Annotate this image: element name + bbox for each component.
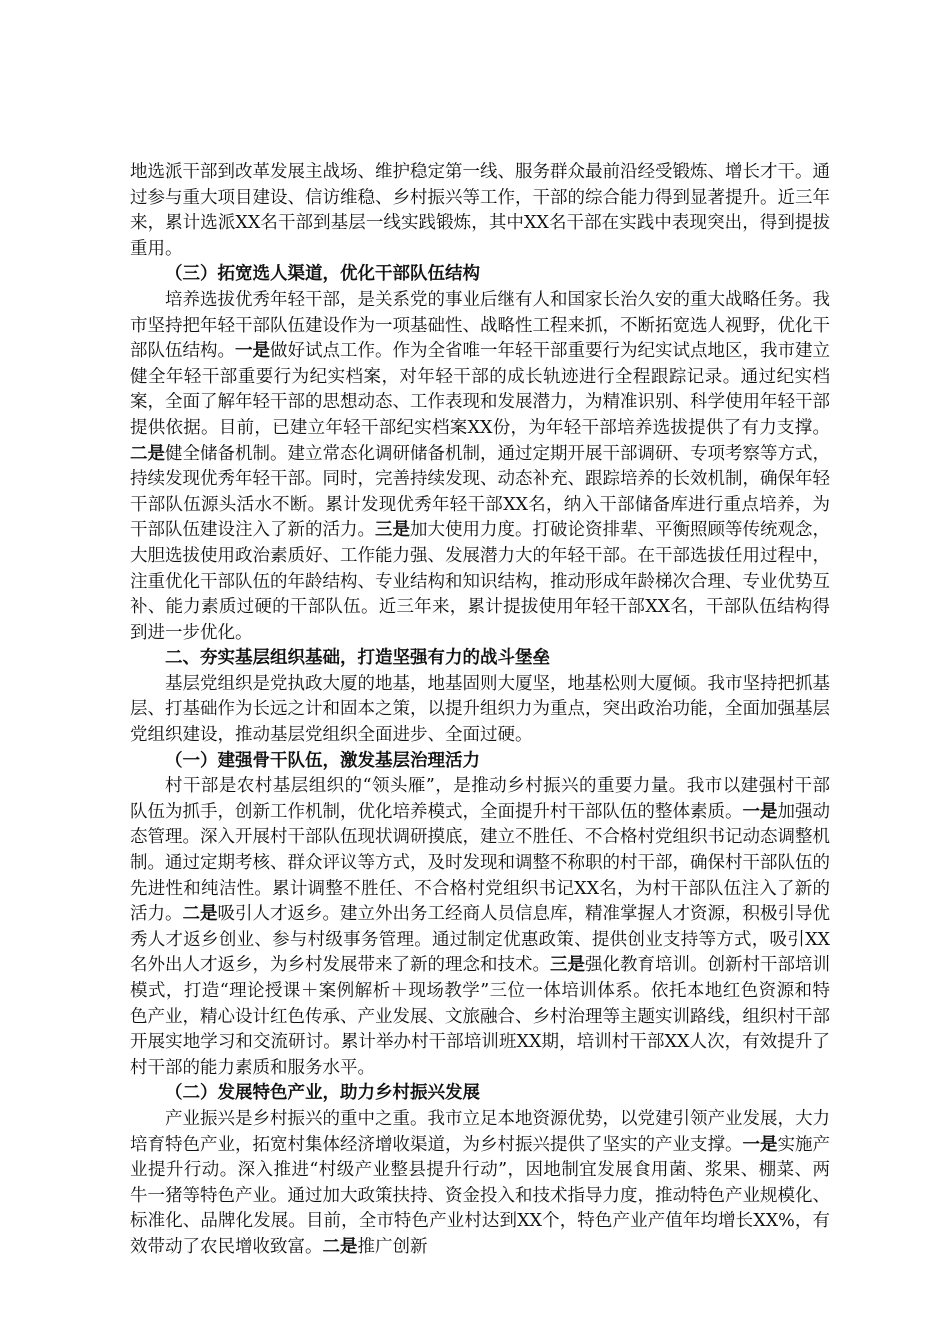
text-run: 推广创新 [357,1236,428,1257]
text-run: 强化教育培训。创新村干部培训模式，打造“理论授课＋案例解析＋现场教学”三位一体培训体系。依托本地红色资源和特色产业，精心设计红色传承、产业发展、文旅融合、乡村治理等主题实训路线，组织村干部开展实地学习和交流研讨。累计举办村干部培训班XX期，培训村干部XX人次，有效提升了村干部的能力素质和服务水平。 [130,955,830,1078]
section-heading [130,1081,830,1107]
document-page [130,160,830,1261]
text-run: 加强动态管理。深入开展村干部队伍现状调研摸底，建立不胜任、不合格村党组织书记动态调整机制。通过定期考核、群众评议等方式，及时发现和调整不称职的村干部，确保村干部队伍的先进性和纯洁性。累计调整不胜任、不合格村党组织书记XX名，为村干部队伍注入了新的活力。 [130,801,830,925]
text-run: 产业振兴是乡村振兴的重中之重。我市立足本地资源优势，以党建引领产业发展，大力培育特色产业，拓宽村集体经济增收渠道，为乡村振兴提供了坚实的产业支撑。 [130,1108,830,1155]
text-run: 地选派干部到改革发展主战场、维护稳定第一线、服务群众最前沿经受锻炼、增长才干。通过参与重大项目建设、信访维稳、乡村振兴等工作，干部的综合能力得到显著提升。近三年来，累计选派XX名干部到基层一线实践锻炼，其中XX名干部在实践中表现突出，得到提拔重用。 [130,162,830,259]
bold-text-run: 一是 [742,801,778,822]
bold-text-run: 二是 [322,1236,358,1257]
text-run: 吸引人才返乡。建立外出务工经商人员信息库，精准掌握人才资源，积极引导优秀人才返乡创业、参与村级事务管理。通过制定优惠政策、提供创业支持等方式，吸引XX名外出人才返乡，为乡村发展带来了新的理念和技术。 [130,904,830,976]
text-run: 做好试点工作。作为全省唯一年轻干部重要行为纪实试点地区，我市建立健全年轻干部重要行为纪实档案，对年轻干部的成长轨迹进行全程跟踪记录。通过纪实档案，全面了解年轻干部的思想动态、工作表现和发展潜力，为精准识别、科学使用年轻干部提供依据。目前，已建立年轻干部纪实档案XX份，为年轻干部培养选拔提供了有力支撑。 [130,341,830,438]
body-paragraph [130,288,830,646]
body-paragraph [130,774,830,1081]
section-heading [130,749,830,775]
bold-text-run: 二是 [182,904,218,925]
bold-text-run: （一）建强骨干队伍，激发基层治理活力 [165,750,480,771]
body-paragraph [130,160,830,262]
body-paragraph [130,672,830,749]
bold-text-run: （三）拓宽选人渠道，优化干部队伍结构 [165,264,480,285]
bold-text-run: 一是 [742,1134,778,1155]
text-run: 实施产业提升行动。深入推进“村级产业整县提升行动”，因地制宜发展食用菌、浆果、棚菜、两牛一猪等特色产业。通过加大政策扶持、资金投入和技术指导力度，推动特色产业规模化、标准化、品牌化发展。目前，全市特色产业村达到XX个，特色产业产值年均增长XX%，有效带动了农民增收致富。 [130,1134,830,1257]
text-run: 加大使用力度。打破论资排辈、平衡照顾等传统观念，大胆选拔使用政治素质好、工作能力强、发展潜力大的年轻干部。在干部选拔任用过程中，注重优化干部队伍的年龄结构、专业结构和知识结构，推动形成年龄梯次合理、专业优势互补、能力素质过硬的干部队伍。近三年来，累计提拔使用年轻干部XX名，干部队伍结构得到进一步优化。 [130,520,830,643]
section-heading [130,262,830,288]
body-paragraph [130,1107,830,1261]
text-run: 培养选拔优秀年轻干部，是关系党的事业后继有人和国家长治久安的重大战略任务。我市坚持把年轻干部队伍建设作为一项基础性、战略性工程来抓，不断拓宽选人视野，优化干部队伍结构。 [130,289,830,362]
bold-text-run: （二）发展特色产业，助力乡村振兴发展 [165,1083,480,1104]
text-run: 基层党组织是党执政大厦的地基，地基固则大厦坚，地基松则大厦倾。我市坚持把抓基层、打基础作为长远之计和固本之策，以提升组织力为重点，突出政治功能，全面加强基层党组织建设，推动基层党组织全面进步、全面过硬。 [130,673,830,746]
section-heading [130,646,830,672]
text-run: 村干部是农村基层组织的“领头雁”，是推动乡村振兴的重要力量。我市以建强村干部队伍为抓手，创新工作机制，优化培养模式，全面提升村干部队伍的整体素质。 [130,776,830,822]
bold-text-run: 一是 [235,341,270,362]
bold-text-run: 三是 [375,520,410,541]
text-run: 健全储备机制。建立常态化调研储备机制，通过定期开展干部调研、专项考察等方式，持续发现优秀年轻干部。同时，完善持续发现、动态补充、跟踪培养的长效机制，确保年轻干部队伍源头活水不断。累计发现优秀年轻干部XX名，纳入干部储备库进行重点培养，为干部队伍建设注入了新的活力。 [130,443,830,541]
bold-text-run: 二、夯实基层组织基础，打造坚强有力的战斗堡垒 [165,648,550,669]
bold-text-run: 三是 [550,955,585,976]
bold-text-run: 二是 [130,443,165,464]
